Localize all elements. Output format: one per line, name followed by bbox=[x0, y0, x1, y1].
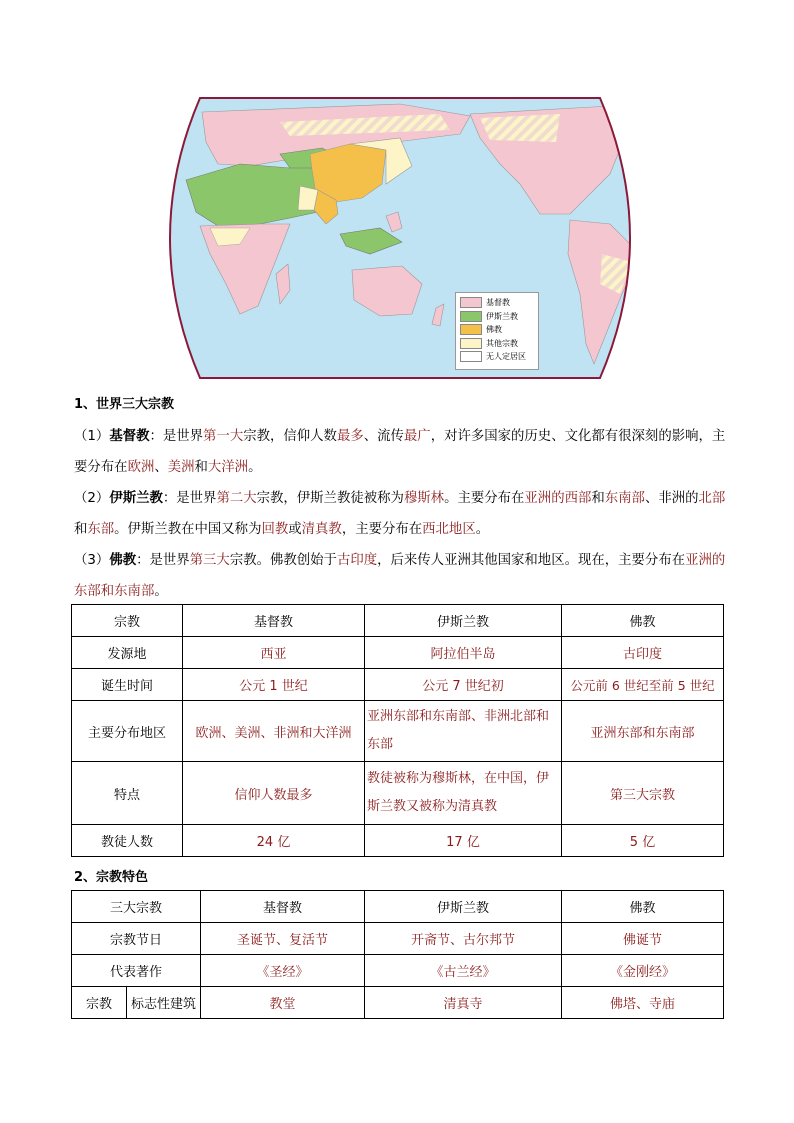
row-label: 宗教 bbox=[72, 987, 127, 1019]
text: ，对许多国家的历史、文化都有很深刻的影响，主要分布在 bbox=[74, 429, 726, 475]
legend-item: 佛教 bbox=[460, 323, 534, 337]
legend-swatch-islam bbox=[460, 311, 482, 322]
text: 或 bbox=[288, 522, 302, 537]
text: 。 bbox=[154, 584, 168, 599]
legend-item: 伊斯兰教 bbox=[460, 310, 534, 324]
table-row bbox=[72, 637, 724, 669]
text: ：是世界 bbox=[149, 429, 204, 444]
table-cell: 清真寺 bbox=[365, 987, 562, 1019]
text: 、 bbox=[154, 460, 168, 475]
row-label: 发源地 bbox=[72, 637, 183, 669]
highlight: 古印度 bbox=[336, 553, 378, 568]
table-cell: 《金刚经》 bbox=[562, 955, 724, 987]
table-cell: 教徒被称为穆斯林，在中国，伊斯兰教又被称为清真教 bbox=[365, 762, 562, 825]
text: ：是世界 bbox=[162, 491, 217, 506]
paragraph-christianity bbox=[74, 421, 726, 483]
paragraph-islam bbox=[74, 483, 726, 545]
highlight: 最广 bbox=[403, 429, 431, 444]
text: ：是世界 bbox=[136, 553, 190, 568]
header-cell: 基督教 bbox=[201, 891, 365, 923]
highlight: 美洲 bbox=[167, 460, 195, 475]
religion-features-table bbox=[71, 890, 724, 1019]
highlight: 西北地区 bbox=[422, 522, 476, 537]
row-label: 宗教节日 bbox=[72, 923, 201, 955]
section1-paragraphs bbox=[74, 421, 726, 607]
header-cell: 佛教 bbox=[562, 891, 724, 923]
text: 和 bbox=[194, 460, 208, 475]
table-row bbox=[72, 987, 724, 1019]
table-row bbox=[72, 923, 724, 955]
table-cell: 圣诞节、复活节 bbox=[201, 923, 365, 955]
table-row bbox=[72, 955, 724, 987]
table-cell: 公元前 6 世纪至前 5 世纪 bbox=[562, 669, 724, 701]
table-cell: 公元 1 世纪 bbox=[183, 669, 365, 701]
highlight: 第二大 bbox=[216, 491, 257, 506]
text: 、流传 bbox=[363, 429, 404, 444]
table-cell: 西亚 bbox=[183, 637, 365, 669]
header-cell: 伊斯兰教 bbox=[365, 605, 562, 637]
header-cell: 宗教 bbox=[72, 605, 183, 637]
term: 佛教 bbox=[109, 553, 137, 568]
legend-swatch-christianity bbox=[460, 297, 482, 308]
term: 伊斯兰教 bbox=[109, 491, 163, 506]
table-cell: 佛塔、寺庙 bbox=[562, 987, 724, 1019]
section-title: 2、宗教特色 bbox=[74, 870, 149, 885]
text: （2） bbox=[74, 491, 110, 506]
table-cell: 24 亿 bbox=[183, 825, 365, 857]
table-header-row bbox=[72, 605, 724, 637]
row-label: 特点 bbox=[72, 762, 183, 825]
world-religion-map bbox=[140, 94, 660, 382]
table-cell: 开斋节、古尔邦节 bbox=[365, 923, 562, 955]
legend-swatch-uninhabited bbox=[460, 351, 482, 362]
map-graphic bbox=[140, 94, 660, 382]
table-cell: 欧洲、美洲、非洲和大洋洲 bbox=[183, 701, 365, 762]
table-row bbox=[72, 669, 724, 701]
highlight: 东南部 bbox=[604, 491, 645, 506]
header-cell: 佛教 bbox=[562, 605, 724, 637]
row-label: 代表著作 bbox=[72, 955, 201, 987]
text: 宗教，伊斯兰教徒被称为 bbox=[256, 491, 404, 506]
row-label: 主要分布地区 bbox=[72, 701, 183, 762]
highlight: 最多 bbox=[336, 429, 364, 444]
table-cell: 教堂 bbox=[201, 987, 365, 1019]
highlight: 大洋洲 bbox=[207, 460, 249, 475]
header-cell: 三大宗教 bbox=[72, 891, 201, 923]
legend-swatch-buddhism bbox=[460, 324, 482, 335]
legend-item: 无人定居区 bbox=[460, 350, 534, 364]
highlight: 第一大 bbox=[203, 429, 244, 444]
table-row bbox=[72, 701, 724, 762]
table-cell: 佛诞节 bbox=[562, 923, 724, 955]
table-cell: 古印度 bbox=[562, 637, 724, 669]
table-header-row bbox=[72, 891, 724, 923]
header-cell: 基督教 bbox=[183, 605, 365, 637]
text: 、非洲的 bbox=[644, 491, 699, 506]
legend-item: 基督教 bbox=[460, 296, 534, 310]
table-cell: 第三大宗教 bbox=[562, 762, 724, 825]
text: 和 bbox=[591, 491, 605, 506]
row-label: 教徒人数 bbox=[72, 825, 183, 857]
header-cell: 伊斯兰教 bbox=[365, 891, 562, 923]
highlight: 穆斯林 bbox=[403, 491, 445, 506]
table-row bbox=[72, 825, 724, 857]
highlight: 欧洲 bbox=[127, 460, 155, 475]
table-cell: 5 亿 bbox=[562, 825, 724, 857]
text: 。主要分布在 bbox=[444, 491, 525, 506]
highlight: 第三大 bbox=[189, 553, 230, 568]
table-cell: 《古兰经》 bbox=[365, 955, 562, 987]
highlight: 北部 bbox=[698, 491, 726, 506]
table-cell: 亚洲东部和东南部、非洲北部和东部 bbox=[365, 701, 562, 762]
table-cell: 亚洲东部和东南部 bbox=[562, 701, 724, 762]
table-cell: 17 亿 bbox=[365, 825, 562, 857]
text: 。 bbox=[475, 522, 490, 537]
legend-swatch-other bbox=[460, 338, 482, 349]
map-legend bbox=[455, 292, 539, 370]
text: ，后来传人亚洲其他国家和地区。现在，主要分布在 bbox=[377, 553, 686, 568]
text: 。 bbox=[248, 460, 262, 475]
table-cell: 信仰人数最多 bbox=[183, 762, 365, 825]
table-row bbox=[72, 762, 724, 825]
highlight: 亚洲的西部 bbox=[524, 491, 592, 506]
text: 和 bbox=[74, 522, 88, 537]
text: （1） bbox=[74, 429, 110, 444]
section-title: 1、世界三大宗教 bbox=[74, 397, 175, 412]
highlight: 东部 bbox=[87, 522, 115, 537]
row-label: 标志性建筑 bbox=[127, 987, 201, 1019]
text: 宗教。佛教创始于 bbox=[229, 553, 337, 568]
table-cell: 《圣经》 bbox=[201, 955, 365, 987]
highlight: 亚洲的东部和东南部 bbox=[74, 553, 726, 599]
term: 基督教 bbox=[109, 429, 150, 444]
text: 。伊斯兰教在中国又称为 bbox=[114, 522, 262, 537]
table-cell: 阿拉伯半岛 bbox=[365, 637, 562, 669]
highlight: 回教 bbox=[261, 522, 289, 537]
table-cell: 公元 7 世纪初 bbox=[365, 669, 562, 701]
text: 宗教，信仰人数 bbox=[243, 429, 337, 444]
highlight: 清真教 bbox=[301, 522, 342, 537]
text: ，主要分布在 bbox=[341, 522, 423, 537]
legend-item: 其他宗教 bbox=[460, 337, 534, 351]
paragraph-buddhism bbox=[74, 545, 726, 607]
text: （3） bbox=[74, 553, 110, 568]
row-label: 诞生时间 bbox=[72, 669, 183, 701]
religion-comparison-table bbox=[71, 604, 724, 857]
